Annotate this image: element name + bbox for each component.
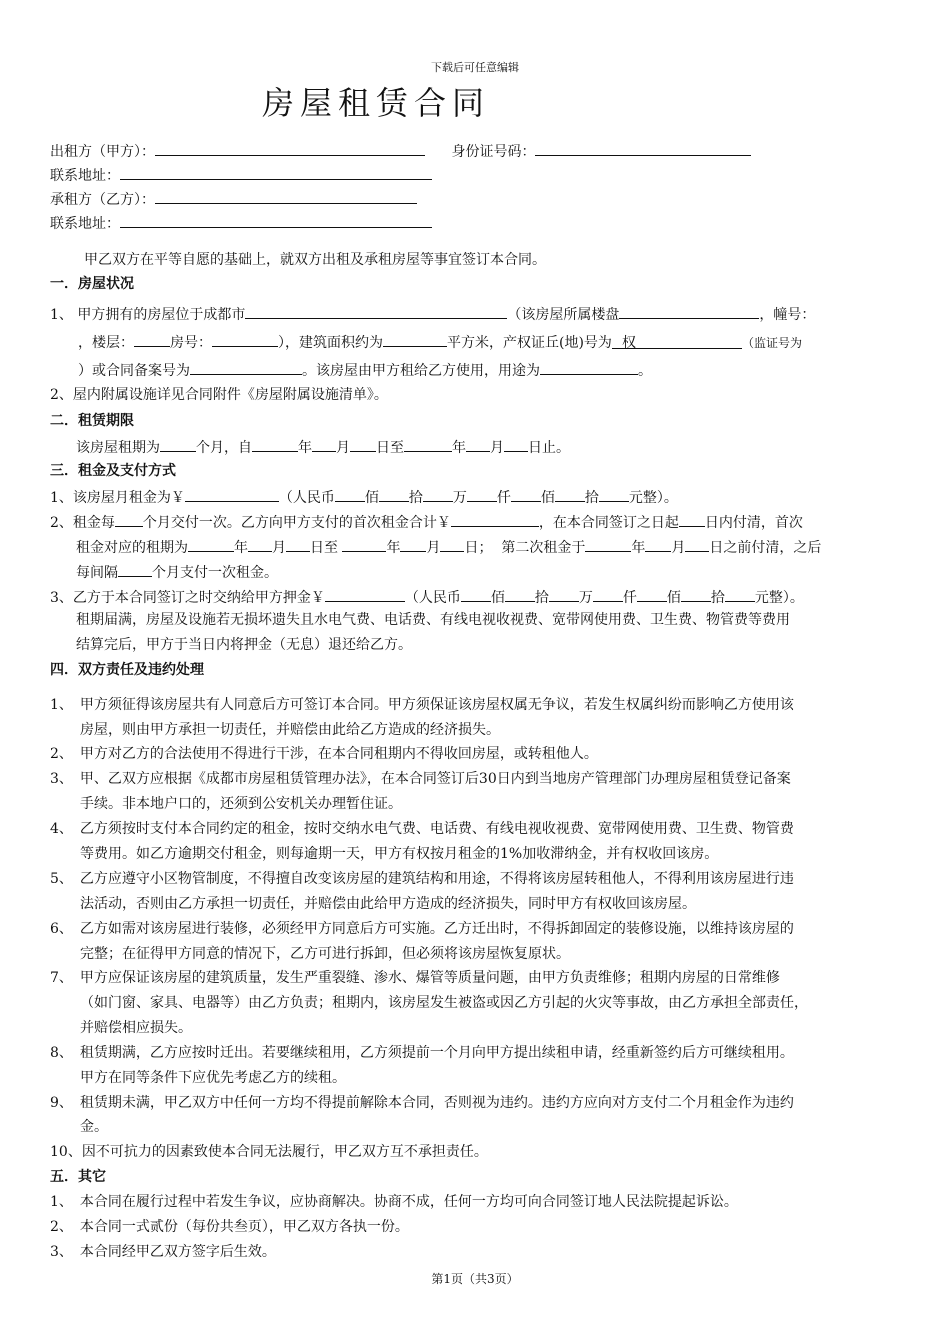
- intro-text: 甲乙双方在平等自愿的基础上，就双方出租及承租房屋等事宜签订本合同。: [84, 252, 546, 268]
- blank[interactable]: [549, 585, 579, 602]
- contract-title: 房屋租赁合同: [262, 84, 491, 122]
- blank[interactable]: [725, 585, 755, 602]
- s3-text: 月: [272, 540, 286, 556]
- s3-text: 月: [671, 540, 686, 556]
- blank[interactable]: [585, 535, 631, 552]
- blank[interactable]: [467, 485, 497, 502]
- s4-line: 金。: [80, 1119, 108, 1135]
- s4-line: 房屋，则由甲方承担一切责任，并赔偿由此给乙方造成的经济损失。: [80, 722, 500, 738]
- estate-blank[interactable]: [619, 302, 759, 319]
- s3-text: 佰: [490, 590, 505, 606]
- blank[interactable]: [423, 485, 453, 502]
- s3-text: 个月交付一次。乙方向甲方支付的首次租金合计￥: [142, 515, 451, 531]
- s2-text: 日止。: [528, 440, 570, 456]
- s2-text: 日至: [376, 440, 404, 456]
- blank[interactable]: [599, 485, 629, 502]
- blank[interactable]: [188, 535, 234, 552]
- lessor-address-line: [50, 163, 432, 185]
- blank[interactable]: [466, 435, 490, 452]
- blank[interactable]: [461, 585, 491, 602]
- s3-text: 年: [234, 540, 248, 556]
- s1-text: 。该房屋由甲方租给乙方使用，用途为: [302, 363, 540, 379]
- blank[interactable]: [555, 485, 585, 502]
- address-blank[interactable]: [245, 302, 507, 319]
- s3-item-3-line-3: 结算完后，甲方于当日内将押金（无息）退还给乙方。: [76, 637, 412, 653]
- s3-text: 佰: [666, 590, 681, 606]
- first-rent-blank[interactable]: [451, 510, 539, 527]
- s3-text: 第二次租金于: [501, 540, 586, 556]
- s3-item-2-line-2: [76, 535, 821, 557]
- s3-text: 3、乙方于本合同签订之时交纳给甲方押金￥: [50, 590, 325, 606]
- blank[interactable]: [504, 435, 528, 452]
- s1-text: ）或合同备案号为: [78, 363, 190, 379]
- section-5-heading: 五．其它: [50, 1169, 106, 1185]
- blank[interactable]: [637, 585, 667, 602]
- lessee-address-label: 联系地址：: [50, 216, 120, 232]
- filing-number-blank[interactable]: [190, 358, 302, 375]
- s1-text: ，楼层：: [78, 335, 134, 351]
- s1-text: （该房屋所属楼盘: [507, 307, 620, 323]
- s3-item-3-line-1: [50, 585, 804, 607]
- s1-text: 1、 甲方拥有的房屋位于成都市: [50, 307, 246, 323]
- s1-text: ，幢号：: [759, 307, 816, 323]
- s3-text: 万: [578, 590, 593, 606]
- blank[interactable]: [593, 585, 623, 602]
- s3-text: （人民币: [278, 490, 335, 506]
- blank[interactable]: [440, 535, 464, 552]
- s4-line: 等费用。如乙方逾期交付租金，则每逾期一天，甲方有权按月租金的1%加收滞纳金，并有权收回该房。: [80, 846, 719, 862]
- blank[interactable]: [252, 435, 298, 452]
- download-note: 下载后可任意编辑: [431, 61, 519, 74]
- lessee-address-line: [50, 211, 432, 233]
- s4-line: 10、因不可抗力的因素致使本合同无法履行，甲乙双方互不承担责任。: [50, 1144, 488, 1160]
- s2-text: 月: [336, 440, 350, 456]
- blank[interactable]: [685, 535, 709, 552]
- s3-text: 2、租金每: [50, 515, 115, 531]
- quan-char: 权: [621, 335, 636, 351]
- s1-text: ），建筑面积约为: [278, 335, 383, 351]
- s3-text: 佰: [364, 490, 379, 506]
- s3-text: 日至: [310, 540, 338, 556]
- id-number-label: 身份证号码：: [451, 144, 536, 160]
- s3-text: 拾: [710, 590, 725, 606]
- blank[interactable]: [350, 435, 376, 452]
- property-cert-blank[interactable]: [612, 332, 742, 349]
- blank[interactable]: [286, 535, 310, 552]
- blank[interactable]: [118, 560, 152, 577]
- s4-line: 4、 乙方须按时支付本合同约定的租金，按时交纳水电气费、电话费、有线电视收视费、宽带网使用费、卫生费、物管费: [50, 821, 794, 837]
- blank[interactable]: [400, 535, 426, 552]
- s5-line: 3、 本合同经甲乙双方签字后生效。: [50, 1244, 276, 1260]
- lessee-address-blank[interactable]: [120, 211, 432, 228]
- lessor-label: 出租方（甲方）：: [50, 144, 155, 160]
- s4-line: 3、 甲、乙双方应根据《成都市房屋租赁管理办法》，在本合同签订后30日内到当地房产管理部门办理房屋租赁登记备案: [50, 771, 791, 787]
- s3-text: 拾: [534, 590, 549, 606]
- s2-text: 月: [490, 440, 504, 456]
- s4-line: （如门窗、家具、电器等）由乙方负责；租期内，该房屋发生被盗或因乙方引起的火灾等事故，由乙方承担全部责任，: [80, 995, 808, 1011]
- s3-text: 月: [426, 540, 441, 556]
- usage-blank[interactable]: [540, 358, 638, 375]
- lessee-blank[interactable]: [155, 187, 417, 204]
- section-1-heading: 一．房屋状况: [50, 276, 134, 292]
- section-2-heading: 二．租赁期限: [50, 413, 134, 429]
- s4-line: 完整；在征得甲方同意的情况下，乙方可进行拆卸，但必须将该房屋恢复原状。: [80, 946, 570, 962]
- s3-text: 万: [452, 490, 467, 506]
- s3-text: 日；: [464, 540, 493, 556]
- s3-text: 元整）。: [628, 490, 678, 506]
- blank[interactable]: [681, 585, 711, 602]
- section-3-heading: 三．租金及支付方式: [50, 463, 176, 479]
- s3-item-2-line-3: [76, 560, 278, 582]
- id-number-blank[interactable]: [535, 139, 751, 156]
- s2-text: 个月，自: [196, 440, 252, 456]
- s3-text: 年: [386, 540, 401, 556]
- s4-line: 2、 甲方对乙方的合法使用不得进行干涉，在本合同租期内不得收回房屋，或转租他人。: [50, 746, 598, 762]
- s4-line: 甲方在同等条件下应优先考虑乙方的续租。: [80, 1070, 346, 1086]
- s4-line: 9、 租赁期未满，甲乙双方中任何一方均不得提前解除本合同，否则视为违约。违约方应向对方支付二个月租金作为违约: [50, 1095, 794, 1111]
- lessor-blank[interactable]: [155, 139, 425, 156]
- s4-line: 5、 乙方应遵守小区物管制度，不得擅自改变该房屋的建筑结构和用途，不得将该房屋转租他人，不得利用该房屋进行违: [50, 871, 794, 887]
- s1-item-2: 2、屋内附属设施详见合同附件《房屋附属设施清单》。: [50, 387, 388, 403]
- s5-line: 1、 本合同在履行过程中若发生争议，应协商解决。协商不成，任何一方均可向合同签订地人民法院提起诉讼。: [50, 1194, 738, 1210]
- s5-line: 2、 本合同一式贰份（每份共叁页），甲乙双方各执一份。: [50, 1219, 409, 1235]
- blank[interactable]: [511, 485, 541, 502]
- rent-blank[interactable]: [185, 485, 279, 502]
- blank[interactable]: [379, 485, 409, 502]
- area-blank[interactable]: [383, 330, 447, 347]
- s1-text: 。: [638, 363, 652, 379]
- s4-line: 8、 租赁期满，乙方应按时迁出。若要继续租用，乙方须提前一个月向甲方提出续租申请，经重新签约后方可继续租用。: [50, 1045, 794, 1061]
- blank[interactable]: [645, 535, 671, 552]
- s3-text: 年: [631, 540, 646, 556]
- lessor-line: [50, 139, 751, 161]
- s1-line-2: [78, 330, 802, 352]
- s3-text: 日之前付清，之后: [709, 540, 822, 556]
- blank[interactable]: [335, 485, 365, 502]
- blank[interactable]: [342, 535, 386, 552]
- s3-text: 1、该房屋月租金为￥: [50, 490, 185, 506]
- s3-text: 佰: [540, 490, 555, 506]
- s1-text: （监证号为: [741, 336, 802, 350]
- blank[interactable]: [248, 535, 272, 552]
- s1-line-3: [78, 358, 652, 380]
- page-footer: 第1页（共3页）: [431, 1272, 519, 1286]
- s2-term-line: [76, 435, 570, 457]
- s3-text: 租金对应的租期为: [76, 540, 188, 556]
- deposit-blank[interactable]: [325, 585, 405, 602]
- s3-text: ，在本合同签订之日起: [538, 515, 679, 531]
- s4-line: 手续。非本地户口的，还须到公安机关办理暂住证。: [80, 796, 402, 812]
- blank[interactable]: [115, 510, 143, 527]
- blank[interactable]: [679, 510, 705, 527]
- s2-text: 年: [298, 440, 312, 456]
- months-blank[interactable]: [160, 435, 196, 452]
- section-4-heading: 四．双方责任及违约处理: [50, 662, 204, 678]
- s4-line: 6、 乙方如需对该房屋进行装修，必须经甲方同意后方可实施。乙方迁出时，不得拆卸固定的装修设施，以维持该房屋的: [50, 921, 794, 937]
- room-blank[interactable]: [212, 330, 278, 347]
- s3-item-1: [50, 485, 678, 507]
- s2-text: 年: [452, 440, 466, 456]
- s1-text: 房号：: [170, 335, 212, 351]
- blank[interactable]: [404, 435, 452, 452]
- s1-line-1: [50, 302, 815, 324]
- lessee-label: 承租方（乙方）：: [50, 192, 155, 208]
- s3-text: 仟: [622, 590, 637, 606]
- s4-line: 法活动，否则由乙方承担一切责任，并赔偿由此给甲方造成的经济损失，同时甲方有权收回该房屋。: [80, 896, 696, 912]
- s4-line: 7、 甲方应保证该房屋的建筑质量，发生严重裂缝、渗水、爆管等质量问题，由甲方负责维修；租期内房屋的日常维修: [50, 970, 780, 986]
- s4-line: 并赔偿相应损失。: [80, 1020, 192, 1036]
- s4-line: 1、 甲方须征得该房屋共有人同意后方可签订本合同。甲方须保证该房屋权属无争议，若发生权属纠纷而影响乙方使用该: [50, 697, 794, 713]
- s3-item-3-line-2: 租期届满，房屋及设施若无损坏遗失且水电气费、电话费、有线电视收视费、宽带网使用费、卫生费、物管费等费用: [76, 612, 790, 628]
- s3-text: 拾: [408, 490, 423, 506]
- s3-text: （人民币: [404, 590, 461, 606]
- s3-text: 拾: [584, 490, 599, 506]
- s3-text: 每间隔: [76, 565, 118, 581]
- s3-text: 日内付清，首次: [704, 515, 803, 531]
- s3-item-2-line-1: [50, 510, 803, 532]
- s2-text: 该房屋租期为: [76, 440, 160, 456]
- s3-text: 元整）。: [754, 590, 804, 606]
- floor-blank[interactable]: [134, 330, 170, 347]
- lessee-line: [50, 187, 417, 209]
- s3-text: 个月支付一次租金。: [152, 565, 278, 581]
- blank[interactable]: [312, 435, 336, 452]
- lessor-address-blank[interactable]: [120, 163, 432, 180]
- blank[interactable]: [505, 585, 535, 602]
- s3-text: 仟: [496, 490, 511, 506]
- s1-text: 平方米，产权证丘(地)号为: [447, 335, 612, 351]
- lessor-address-label: 联系地址：: [50, 168, 120, 184]
